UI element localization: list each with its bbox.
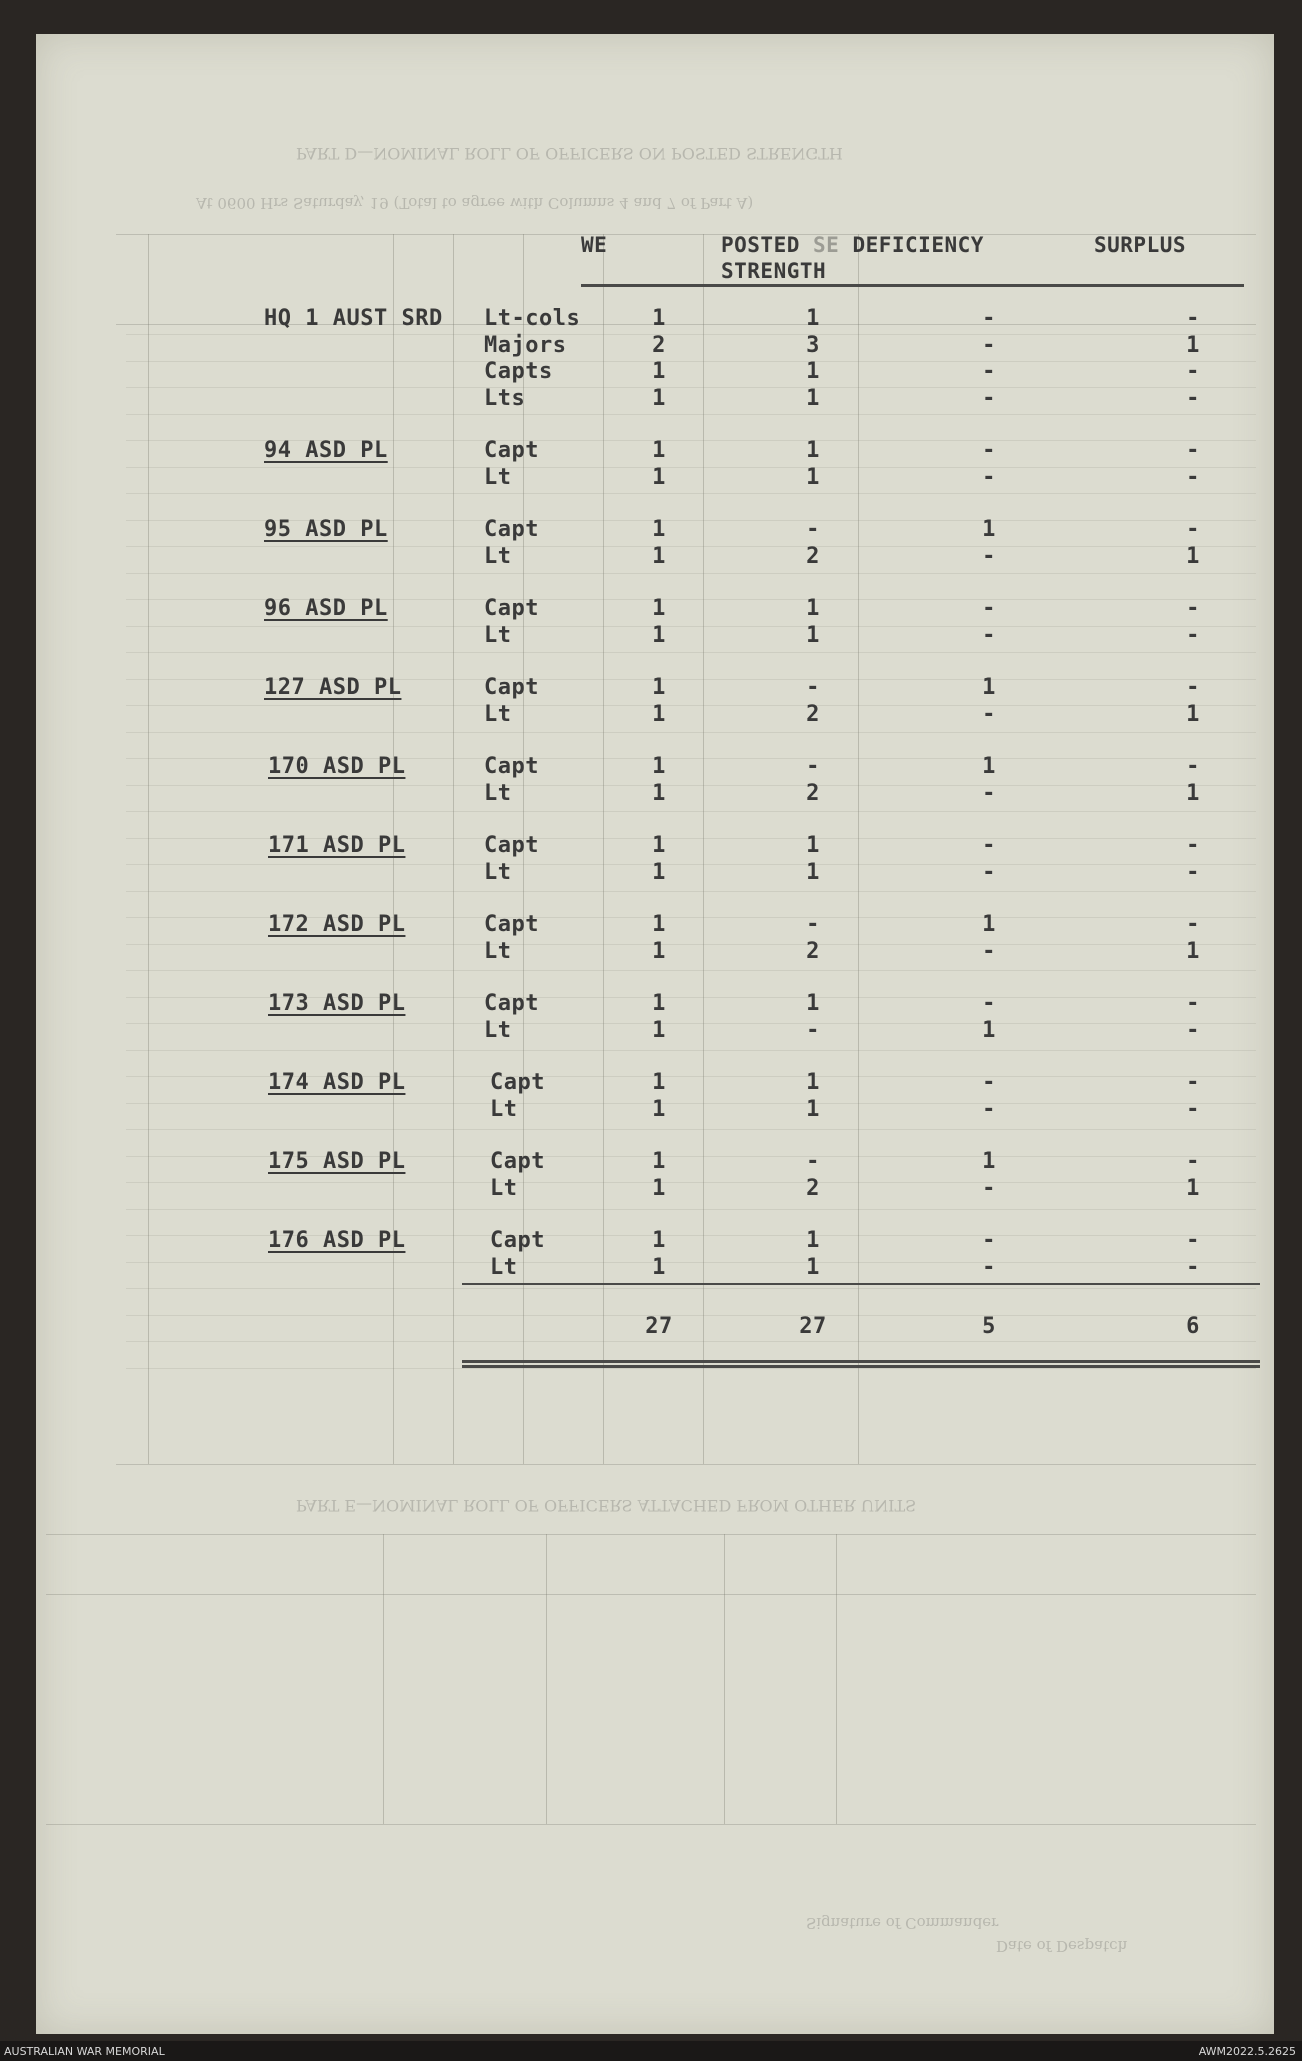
- despatch-label-bleed: Date of Despatch: [996, 1937, 1128, 1955]
- form-column-rule: [453, 234, 454, 1464]
- rank-cell: Lts: [484, 385, 526, 411]
- we-cell: 1: [652, 517, 666, 542]
- posted-cell: -: [806, 1017, 820, 1043]
- surplus-cell: -: [1186, 596, 1200, 621]
- posted-cell: 1: [806, 385, 820, 411]
- ruled-line: [126, 1288, 1256, 1289]
- posted-cell: 1: [806, 1254, 820, 1280]
- we-cell: 1: [652, 622, 666, 648]
- header-underline: [581, 284, 1244, 287]
- deficiency-cell: -: [982, 622, 996, 648]
- we-cell: 1: [652, 385, 666, 411]
- we-cell: 1: [652, 675, 666, 700]
- deficiency-cell: -: [982, 359, 996, 384]
- ruled-line: [126, 652, 1256, 653]
- deficiency-cell: -: [982, 332, 996, 358]
- surplus-cell: -: [1186, 517, 1200, 542]
- deficiency-cell: 1: [982, 517, 996, 542]
- deficiency-cell: -: [982, 780, 996, 806]
- col-header-surplus: SURPLUS: [1094, 233, 1187, 257]
- rank-cell: Lt: [484, 543, 512, 569]
- posted-cell: 2: [806, 543, 820, 569]
- we-cell: 1: [652, 464, 666, 490]
- deficiency-cell: -: [982, 306, 996, 331]
- ruled-line: [126, 626, 1256, 627]
- rank-cell: Capt: [484, 991, 539, 1016]
- totals-rule: [462, 1283, 1260, 1285]
- we-cell: 1: [652, 306, 666, 331]
- surplus-cell: -: [1186, 1254, 1200, 1280]
- posted-cell: -: [806, 912, 820, 937]
- form-header-rule: [116, 234, 1256, 235]
- deficiency-cell: -: [982, 833, 996, 858]
- surplus-cell: -: [1186, 1017, 1200, 1043]
- surplus-cell: -: [1186, 385, 1200, 411]
- total-we: 27: [645, 1314, 673, 1339]
- surplus-cell: -: [1186, 675, 1200, 700]
- posted-cell: -: [806, 754, 820, 779]
- part-e-title-bleed: PART E—NOMINAL ROLL OF OFFICERS ATTACHED FROM OTHER UNITS: [296, 1496, 917, 1515]
- posted-cell: 2: [806, 938, 820, 964]
- deficiency-cell: -: [982, 701, 996, 727]
- surplus-cell: -: [1186, 438, 1200, 463]
- deficiency-cell: -: [982, 1175, 996, 1201]
- ruled-line: [126, 1315, 1256, 1316]
- rank-cell: Lt: [484, 938, 512, 964]
- rank-cell: Lt: [484, 1017, 512, 1043]
- posted-cell: 1: [806, 1070, 820, 1095]
- surplus-cell: 1: [1186, 332, 1200, 358]
- rank-cell: Lt: [484, 701, 512, 727]
- deficiency-cell: -: [982, 859, 996, 885]
- form-column-rule: [703, 234, 704, 1464]
- deficiency-cell: -: [982, 438, 996, 463]
- surplus-cell: 1: [1186, 543, 1200, 569]
- rank-cell: Lt-cols: [484, 306, 581, 331]
- rank-cell: Lt: [490, 1254, 518, 1280]
- form-column-rule: [383, 1534, 384, 1824]
- form-bottom-rule: [116, 1464, 1256, 1465]
- signature-label-bleed: Signature of Commander: [806, 1914, 999, 1932]
- posted-cell: 3: [806, 332, 820, 358]
- we-cell: 1: [652, 754, 666, 779]
- deficiency-cell: -: [982, 1070, 996, 1095]
- rank-cell: Capt: [484, 912, 539, 937]
- unit-name: 95 ASD PL: [264, 517, 388, 542]
- deficiency-cell: 1: [982, 1017, 996, 1043]
- ruled-line: [126, 573, 1256, 574]
- col-header-posted: [721, 232, 984, 258]
- we-cell: 1: [652, 1070, 666, 1095]
- rank-cell: Lt: [484, 464, 512, 490]
- ruled-line: [126, 785, 1256, 786]
- form-column-rule: [836, 1534, 837, 1824]
- ruled-line: [126, 732, 1256, 733]
- posted-cell: 1: [806, 306, 820, 331]
- posted-cell: 1: [806, 464, 820, 490]
- part-d-title-bleed: PART D—NOMINAL ROLL OF OFFICERS ON POSTED STRENGTH: [296, 144, 843, 163]
- footer-accession: AWM2022.5.2625: [1198, 2045, 1296, 2058]
- rank-cell: Capts: [484, 359, 553, 384]
- deficiency-cell: -: [982, 991, 996, 1016]
- col-header-strength: STRENGTH: [721, 259, 827, 283]
- deficiency-cell: -: [982, 596, 996, 621]
- we-cell: 1: [652, 1175, 666, 1201]
- we-cell: 1: [652, 780, 666, 806]
- unit-name: 171 ASD PL: [268, 833, 406, 858]
- rank-cell: Capt: [484, 438, 539, 463]
- rank-cell: Lt: [484, 859, 512, 885]
- archive-footer: [0, 2041, 1302, 2061]
- posted-cell: 1: [806, 359, 820, 384]
- ruled-line: [126, 467, 1256, 468]
- deficiency-cell: 1: [982, 675, 996, 700]
- form-column-rule: [148, 234, 149, 1464]
- total-surplus: 6: [1186, 1314, 1200, 1339]
- rank-cell: Capt: [484, 517, 539, 542]
- unit-name: 174 ASD PL: [268, 1070, 406, 1095]
- form-column-rule: [858, 234, 859, 1464]
- form-rule: [46, 1824, 1256, 1825]
- surplus-cell: -: [1186, 912, 1200, 937]
- we-cell: 1: [652, 701, 666, 727]
- deficiency-cell: -: [982, 385, 996, 411]
- rank-cell: Capt: [484, 675, 539, 700]
- posted-cell: 1: [806, 1096, 820, 1122]
- unit-name: 127 ASD PL: [264, 675, 402, 700]
- deficiency-cell: 1: [982, 912, 996, 937]
- posted-cell: -: [806, 517, 820, 542]
- ruled-line: [126, 1050, 1256, 1051]
- form-column-rule: [724, 1534, 725, 1824]
- we-cell: 1: [652, 1096, 666, 1122]
- form-column-rule: [546, 1534, 547, 1824]
- part-d-subtitle-bleed: At 0600 Hrs Saturday, 19 (Total to agree with Columns 4 and 7 of Part A): [196, 194, 754, 212]
- ruled-line: [126, 493, 1256, 494]
- unit-name: HQ 1 AUST SRD: [264, 306, 443, 331]
- ruled-line: [126, 811, 1256, 812]
- surplus-cell: -: [1186, 833, 1200, 858]
- posted-cell: 1: [806, 438, 820, 463]
- total-deficiency: 5: [982, 1314, 996, 1339]
- unit-name: 175 ASD PL: [268, 1149, 406, 1174]
- total-posted: 27: [799, 1314, 827, 1339]
- rank-cell: Capt: [490, 1149, 545, 1174]
- ruled-line: [126, 944, 1256, 945]
- deficiency-cell: -: [982, 543, 996, 569]
- document-page: [36, 34, 1274, 2034]
- ruled-line: [126, 414, 1256, 415]
- posted-cell: 1: [806, 1228, 820, 1253]
- ruled-line: [126, 334, 1256, 335]
- ruled-line: [126, 1182, 1256, 1183]
- surplus-cell: -: [1186, 754, 1200, 779]
- deficiency-cell: -: [982, 1228, 996, 1253]
- we-cell: 1: [652, 1149, 666, 1174]
- posted-cell: -: [806, 1149, 820, 1174]
- ruled-line: [126, 1209, 1256, 1210]
- surplus-cell: -: [1186, 1228, 1200, 1253]
- rank-cell: Majors: [484, 332, 567, 358]
- unit-name: 94 ASD PL: [264, 438, 388, 463]
- posted-cell: -: [806, 675, 820, 700]
- rank-cell: Capt: [484, 596, 539, 621]
- deficiency-cell: -: [982, 1096, 996, 1122]
- we-cell: 1: [652, 1017, 666, 1043]
- unit-name: 96 ASD PL: [264, 596, 388, 621]
- posted-cell: 1: [806, 859, 820, 885]
- surplus-cell: -: [1186, 991, 1200, 1016]
- ruled-line: [126, 1262, 1256, 1263]
- deficiency-cell: -: [982, 938, 996, 964]
- ruled-line: [126, 970, 1256, 971]
- double-rule-top: [462, 1360, 1260, 1363]
- surplus-cell: -: [1186, 859, 1200, 885]
- rank-cell: Lt: [484, 622, 512, 648]
- we-cell: 1: [652, 543, 666, 569]
- rank-cell: Capt: [484, 754, 539, 779]
- posted-cell: 1: [806, 833, 820, 858]
- we-cell: 1: [652, 596, 666, 621]
- surplus-cell: 1: [1186, 938, 1200, 964]
- rank-cell: Capt: [484, 833, 539, 858]
- posted-cell: 2: [806, 1175, 820, 1201]
- we-cell: 1: [652, 359, 666, 384]
- we-cell: 1: [652, 859, 666, 885]
- we-cell: 2: [652, 332, 666, 358]
- rank-cell: Capt: [490, 1070, 545, 1095]
- double-rule-bottom: [462, 1365, 1260, 1368]
- we-cell: 1: [652, 833, 666, 858]
- surplus-cell: -: [1186, 464, 1200, 490]
- we-cell: 1: [652, 912, 666, 937]
- we-cell: 1: [652, 1254, 666, 1280]
- rank-cell: Capt: [490, 1228, 545, 1253]
- deficiency-cell: -: [982, 464, 996, 490]
- unit-name: 173 ASD PL: [268, 991, 406, 1016]
- surplus-cell: 1: [1186, 701, 1200, 727]
- posted-cell: 1: [806, 622, 820, 648]
- unit-name: 170 ASD PL: [268, 754, 406, 779]
- deficiency-cell: 1: [982, 1149, 996, 1174]
- col-header-posted-word: POSTED: [721, 233, 800, 257]
- surplus-cell: -: [1186, 1149, 1200, 1174]
- rank-cell: Lt: [490, 1096, 518, 1122]
- rank-cell: Lt: [484, 780, 512, 806]
- surplus-cell: -: [1186, 622, 1200, 648]
- ruled-line: [126, 546, 1256, 547]
- rank-cell: Lt: [490, 1175, 518, 1201]
- surplus-cell: -: [1186, 1070, 1200, 1095]
- surplus-cell: -: [1186, 359, 1200, 384]
- ruled-line: [126, 1129, 1256, 1130]
- ruled-line: [126, 1341, 1256, 1342]
- ruled-line: [126, 864, 1256, 865]
- ruled-line: [126, 891, 1256, 892]
- deficiency-cell: 1: [982, 754, 996, 779]
- ruled-line: [126, 1103, 1256, 1104]
- ruled-line: [126, 705, 1256, 706]
- posted-cell: 1: [806, 991, 820, 1016]
- surplus-cell: -: [1186, 1096, 1200, 1122]
- posted-cell: 2: [806, 701, 820, 727]
- ruled-line: [126, 387, 1256, 388]
- we-cell: 1: [652, 938, 666, 964]
- footer-credit: AUSTRALIAN WAR MEMORIAL: [4, 2045, 165, 2058]
- col-header-we: WE: [581, 233, 608, 257]
- posted-cell: 1: [806, 596, 820, 621]
- posted-cell: 2: [806, 780, 820, 806]
- col-header-deficiency: DEFICIENCY: [852, 233, 984, 257]
- unit-name: 172 ASD PL: [268, 912, 406, 937]
- form-rule: [46, 1594, 1256, 1595]
- surplus-cell: 1: [1186, 1175, 1200, 1201]
- col-header-struck-text: SE: [813, 233, 840, 257]
- surplus-cell: -: [1186, 306, 1200, 331]
- deficiency-cell: -: [982, 1254, 996, 1280]
- ruled-line: [126, 1023, 1256, 1024]
- form-rule: [46, 1534, 1256, 1535]
- we-cell: 1: [652, 438, 666, 463]
- we-cell: 1: [652, 1228, 666, 1253]
- we-cell: 1: [652, 991, 666, 1016]
- ruled-line: [126, 361, 1256, 362]
- unit-name: 176 ASD PL: [268, 1228, 406, 1253]
- form-column-rule: [603, 234, 604, 1464]
- surplus-cell: 1: [1186, 780, 1200, 806]
